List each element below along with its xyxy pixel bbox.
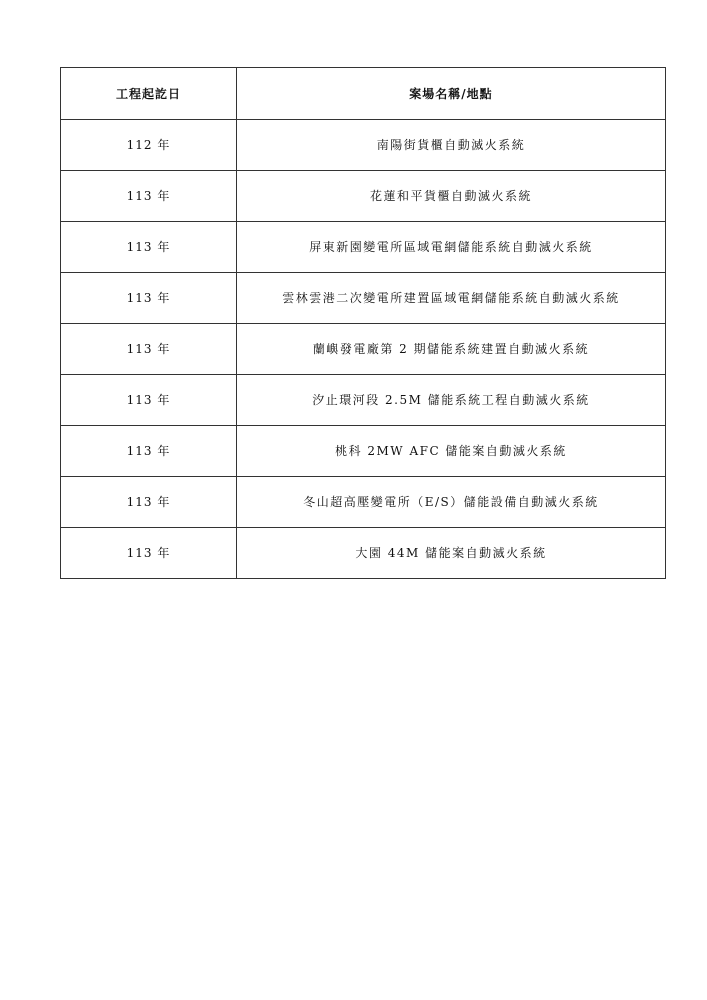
cell-date: 113 年 (61, 426, 237, 477)
table-body (61, 120, 666, 579)
cell-name: 花蓮和平貨櫃自動滅火系統 (237, 171, 666, 222)
cell-date: 113 年 (61, 273, 237, 324)
table-row (61, 324, 666, 375)
cell-date: 113 年 (61, 477, 237, 528)
table-row (61, 171, 666, 222)
cell-date: 112 年 (61, 120, 237, 171)
cell-name: 桃科 2MW AFC 儲能案自動滅火系統 (237, 426, 666, 477)
table-row (61, 528, 666, 579)
cell-date: 113 年 (61, 222, 237, 273)
header-date: 工程起訖日 (61, 68, 237, 120)
cell-name: 南陽街貨櫃自動滅火系統 (237, 120, 666, 171)
table-header (61, 68, 666, 120)
header-row (61, 68, 666, 120)
cell-name: 雲林雲港二次變電所建置區域電網儲能系統自動滅火系統 (237, 273, 666, 324)
cell-name: 屏東新園變電所區域電網儲能系統自動滅火系統 (237, 222, 666, 273)
cell-date: 113 年 (61, 375, 237, 426)
table-row (61, 120, 666, 171)
table-row (61, 426, 666, 477)
cell-date: 113 年 (61, 528, 237, 579)
table-row (61, 222, 666, 273)
cell-name: 大園 44M 儲能案自動滅火系統 (237, 528, 666, 579)
cell-date: 113 年 (61, 171, 237, 222)
cell-date: 113 年 (61, 324, 237, 375)
cell-name: 蘭嶼發電廠第 2 期儲能系統建置自動滅火系統 (237, 324, 666, 375)
header-name: 案場名稱/地點 (237, 68, 666, 120)
table-row (61, 477, 666, 528)
project-table (60, 67, 666, 579)
cell-name: 汐止環河段 2.5M 儲能系統工程自動滅火系統 (237, 375, 666, 426)
table-row (61, 375, 666, 426)
cell-name: 冬山超高壓變電所（E/S）儲能設備自動滅火系統 (237, 477, 666, 528)
table-row (61, 273, 666, 324)
